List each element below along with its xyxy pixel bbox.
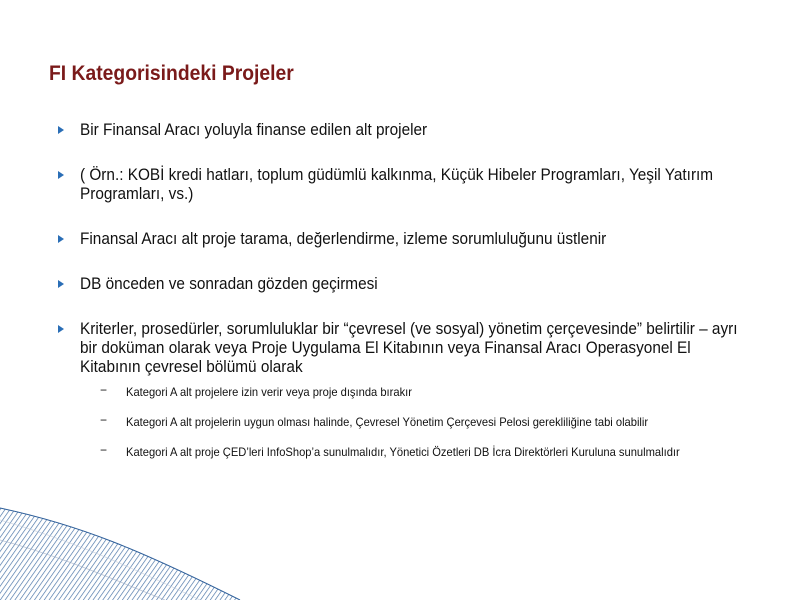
bullet-item xyxy=(58,166,758,204)
bullet-arrow-icon xyxy=(58,280,64,288)
sub-bullet-item xyxy=(100,414,758,431)
dash-marker: − xyxy=(100,383,108,397)
bullet-item xyxy=(58,230,758,249)
dash-marker: − xyxy=(100,413,108,427)
dash-marker: − xyxy=(100,443,108,457)
sub-bullet-text: Kategori A alt projelerin uygun olması halinde, Çevresel Yönetim Çerçevesi Pelosi gerekliliğine tabi olabilir xyxy=(126,415,649,429)
bullet-arrow-icon xyxy=(58,126,64,134)
bullet-text: Bir Finansal Aracı yoluyla finanse edilen alt projeler xyxy=(80,121,428,139)
bullet-text: ( Örn.: KOBİ kredi hatları, toplum güdümlü kalkınma, Küçük Hibeler Programları, Yeşil Yatırım Programları, vs.) xyxy=(80,166,714,203)
bullet-arrow-icon xyxy=(58,325,64,333)
bullet-text: DB önceden ve sonradan gözden geçirmesi xyxy=(80,275,378,293)
bullet-item xyxy=(58,320,758,377)
bullet-arrow-icon xyxy=(58,235,64,243)
bullet-item xyxy=(58,275,758,294)
bullet-arrow-icon xyxy=(58,171,64,179)
bullet-list xyxy=(58,121,758,474)
sub-bullet-item xyxy=(100,444,758,461)
bullet-text: Kriterler, prosedürler, sorumluluklar bir “çevresel (ve sosyal) yönetim çerçevesinde” belirtilir – ayrı bir doküman olarak veya Proje Uygulama El Kitabının veya Finansal Aracı Operasyonel El Kitabının çevresel bölümü olarak xyxy=(80,320,738,376)
sub-bullet-list xyxy=(58,384,758,461)
slide-title: FI Kategorisindeki Projeler xyxy=(49,62,294,85)
sub-bullet-text: Kategori A alt proje ÇED’leri InfoShop’a sunulmalıdır, Yönetici Özetleri DB İcra Direktörleri Kuruluna sunulmalıdır xyxy=(126,445,680,459)
bullet-item xyxy=(58,121,758,140)
sub-bullet-item xyxy=(100,384,758,401)
bullet-text: Finansal Aracı alt proje tarama, değerlendirme, izleme sorumluluğunu üstlenir xyxy=(80,230,607,248)
sub-bullet-text: Kategori A alt projelere izin verir veya proje dışında bırakır xyxy=(126,385,412,399)
